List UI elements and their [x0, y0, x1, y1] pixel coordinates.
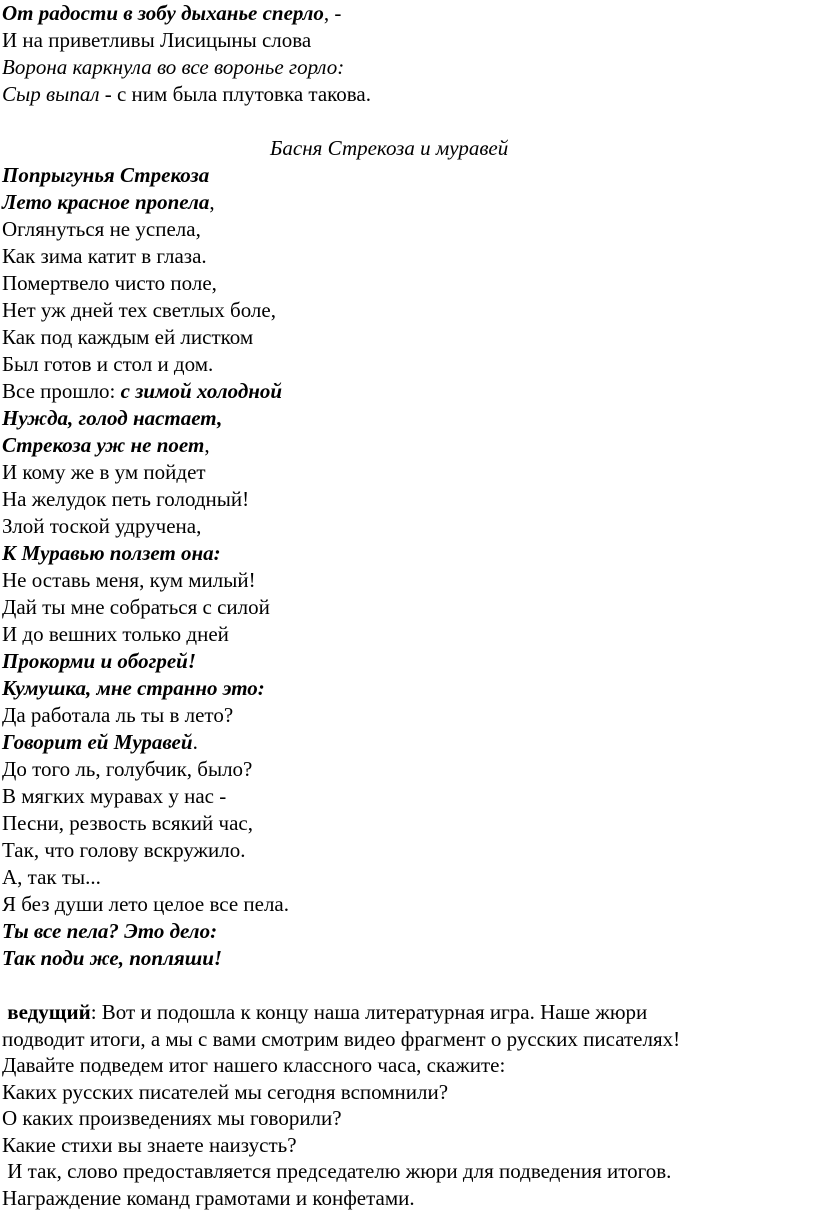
text-segment: ведущий [2, 1000, 91, 1024]
text-segment: Помертвело чисто поле, [2, 271, 217, 295]
verse-line [2, 405, 812, 432]
text-segment: Попрыгунья Стрекоза [2, 163, 210, 187]
document-page [2, 0, 812, 1211]
verse-line [2, 378, 812, 405]
text-segment: Каких русских писателей мы сегодня вспомнили? [2, 1079, 449, 1104]
verse-line [2, 567, 812, 594]
verse-line [2, 243, 812, 270]
verse-line [2, 837, 812, 864]
verse-line [2, 351, 812, 378]
blank-line [2, 972, 812, 999]
text-segment: В мягких муравах у нас - [2, 784, 227, 808]
verse-line [2, 675, 812, 702]
text-segment: Как зима катит в глаза. [2, 244, 207, 268]
paragraph-line [2, 1052, 812, 1079]
text-segment: Я без души лето целое все пела. [2, 892, 289, 916]
verse-line [2, 54, 812, 81]
verse-line [2, 189, 812, 216]
text-segment: К Муравью ползет она: [2, 541, 221, 565]
text-segment: Песни, резвость всякий час, [2, 811, 253, 835]
text-segment: И так, слово предоставляется председателю жюри для подведения итогов. [2, 1159, 672, 1183]
verse-line [2, 540, 812, 567]
verse-line [2, 702, 812, 729]
text-segment: - с ним была плутовка такова. [99, 82, 371, 106]
text-segment: А, так ты... [2, 865, 101, 889]
text-segment: Кумушка, мне странно это: [2, 676, 265, 700]
text-segment: , [209, 190, 215, 214]
text-segment: До того ль, голубчик, было? [2, 757, 253, 781]
verse-line [2, 432, 812, 459]
text-segment: Лето красное пропела [2, 190, 210, 214]
text-segment: Прокорми и обогрей! [2, 649, 197, 673]
text-segment: Дай ты мне собраться с силой [2, 595, 270, 619]
text-segment: Стрекоза уж не поет [2, 433, 205, 457]
verse-line [2, 459, 812, 486]
verse-line [2, 864, 812, 891]
verse-line [2, 756, 812, 783]
text-segment: подводит итоги, а мы с вами смотрим видео фрагмент о русских писателях! [2, 1026, 681, 1051]
text-segment: Злой тоской удручена, [2, 514, 202, 538]
paragraph-line [2, 999, 812, 1026]
verse-line [2, 594, 812, 621]
blank-line [2, 108, 812, 135]
verse-line [2, 513, 812, 540]
verse-line [2, 27, 812, 54]
text-segment: Ворона каркнула во все воронье горло: [2, 55, 345, 79]
text-segment: Говорит ей Муравей [2, 730, 193, 754]
verse-line [2, 162, 812, 189]
text-segment: От радости в зобу дыханье сперло [2, 1, 324, 25]
text-segment: Так поди же, попляши! [2, 946, 223, 970]
text-segment: Какие стихи вы знаете наизусть? [2, 1132, 297, 1157]
crow-fable-ending [2, 0, 812, 108]
text-segment: Да работала ль ты в лето? [2, 703, 234, 727]
verse-line [2, 297, 812, 324]
verse-line [2, 621, 812, 648]
text-segment: Нужда, голод настает, [2, 406, 223, 430]
fable-title: Басня Стрекоза и муравей [270, 136, 509, 160]
text-segment: И до вешних только дней [2, 622, 229, 646]
verse-line [2, 324, 812, 351]
text-segment: И на приветливы Лисицыны слова [2, 28, 312, 52]
text-segment: Так, что голову вскружило. [2, 838, 246, 862]
verse-line [2, 0, 812, 27]
paragraph-line [2, 1105, 812, 1132]
verse-line [2, 81, 812, 108]
text-segment: На желудок петь голодный! [2, 487, 250, 511]
verse-line [2, 648, 812, 675]
text-segment: Был готов и стол и дом. [2, 352, 214, 376]
text-segment: Давайте подведем итог нашего классного часа, скажите: [2, 1053, 506, 1077]
verse-line [2, 891, 812, 918]
verse-line [2, 216, 812, 243]
text-segment: Все прошло: [2, 379, 121, 403]
text-segment: Сыр выпал [2, 82, 100, 106]
text-segment: Не оставь меня, кум милый! [2, 568, 256, 592]
text-segment: Нет уж дней тех светлых боле, [2, 298, 276, 322]
paragraph-line [2, 1158, 812, 1185]
text-segment: Оглянуться не успела, [2, 217, 201, 241]
text-segment: И кому же в ум пойдет [2, 460, 206, 484]
text-segment: . [192, 730, 198, 754]
paragraph-line [2, 1132, 812, 1159]
text-segment: , [204, 433, 210, 457]
verse-line [2, 486, 812, 513]
text-segment: Как под каждым ей листком [2, 325, 254, 349]
verse-line [2, 810, 812, 837]
text-segment: Ты все пела? Это дело: [2, 919, 218, 943]
text-segment: : Вот и подошла к концу наша литературная игра. Наше жюри [90, 1000, 648, 1024]
paragraph-line [2, 1185, 812, 1212]
text-segment: Награждение команд грамотами и конфетами. [2, 1185, 415, 1210]
text-segment: , - [323, 1, 342, 25]
text-segment: с зимой холодной [120, 379, 283, 403]
paragraph-line [2, 1079, 812, 1106]
fable-text [2, 162, 812, 972]
host-speech [2, 999, 812, 1211]
verse-line [2, 729, 812, 756]
verse-line [2, 270, 812, 297]
verse-line [2, 918, 812, 945]
text-segment: О каких произведениях мы говорили? [2, 1106, 342, 1130]
verse-line [2, 945, 812, 972]
verse-line [2, 783, 812, 810]
paragraph-line [2, 1026, 812, 1053]
